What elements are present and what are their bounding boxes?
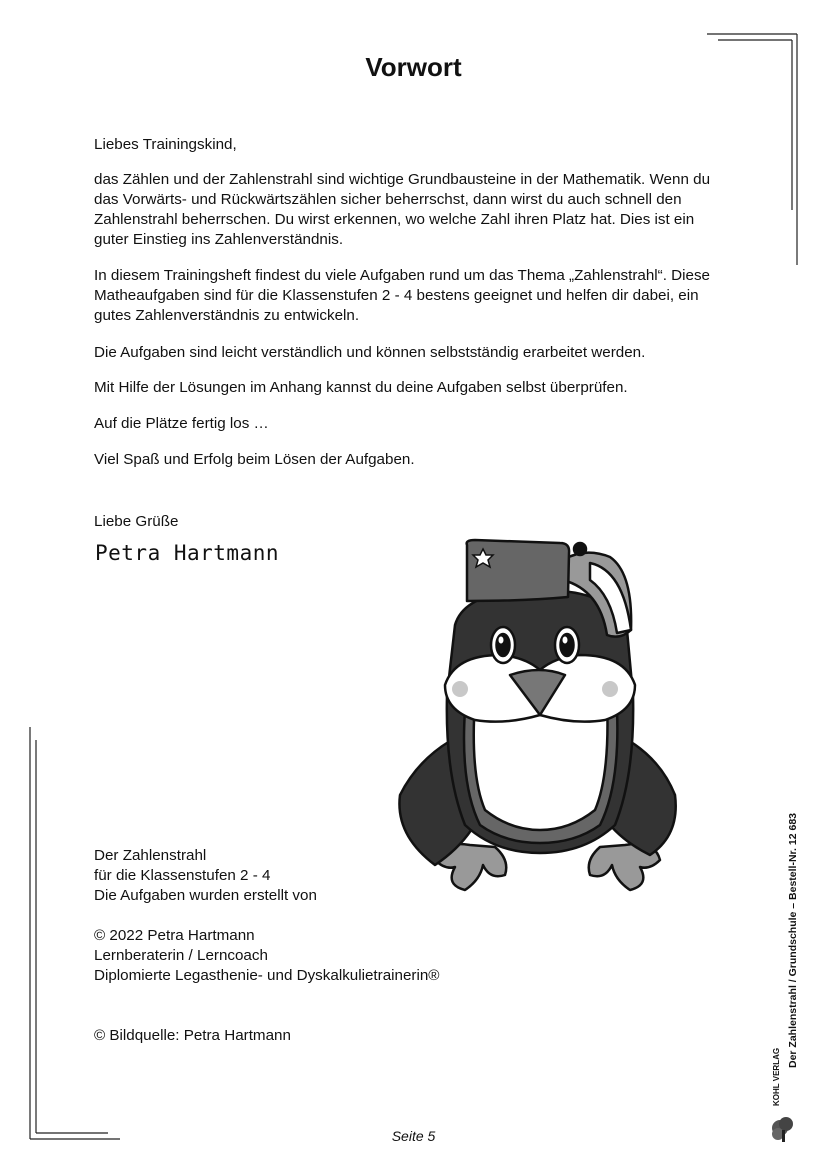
paragraph-1: das Zählen und der Zahlenstrahl sind wichtige Grundbausteine in der Mathematik. Wenn du das Vorwärts- und Rückwärtszählen sicher beherrschst, dann wirst du auch schnell den Zahlenstrahl beherrschen. Du wirst erkennen, wo welche Zahl ihren Platz hat. Dies ist ein guter Einstieg ins Zahlenverständnis. (94, 171, 711, 248)
paragraph-5: Auf die Plätze fertig los … (94, 415, 269, 432)
paragraph-4: Mit Hilfe der Lösungen im Anhang kannst du deine Aufgaben selbst überprüfen. (94, 379, 628, 396)
author-line: Diplomierte Legasthenie- und Dyskalkulietrainerin® (94, 967, 440, 984)
info-line: Die Aufgaben wurden erstellt von (94, 887, 317, 904)
signature: Petra Hartmann (95, 541, 280, 565)
paragraph-6: Viel Spaß und Erfolg beim Lösen der Aufgaben. (94, 451, 415, 468)
greeting: Liebes Trainingskind, (94, 136, 237, 153)
author-line: © 2022 Petra Hartmann (94, 927, 255, 944)
info-line: Der Zahlenstrahl (94, 847, 207, 864)
publisher-logo-text: KOHL VERLAG (772, 1047, 781, 1106)
side-order-text: Der Zahlenstrahl / Grundschule – Bestell-Nr. 12 683 (787, 812, 799, 1068)
image-credit: © Bildquelle: Petra Hartmann (94, 1027, 291, 1044)
paragraph-2: In diesem Trainingsheft findest du viele Aufgaben rund um das Thema „Zahlenstrahl“. Diese Matheaufgaben sind für die Klassenstufen 2 - 4 bestens geeignet und helfen dir dabei, ein gutes Zahlenverständnis zu entwickeln. (94, 267, 710, 324)
page-number: Seite 5 (391, 1128, 436, 1144)
paragraph-3: Die Aufgaben sind leicht verständlich und können selbstständig erarbeitet werden. (94, 344, 646, 361)
author-line: Lernberaterin / Lerncoach (94, 947, 268, 964)
penguin-illustration (385, 535, 695, 920)
info-line: für die Klassenstufen 2 - 4 (94, 867, 271, 884)
author-block (94, 926, 440, 986)
closing: Liebe Grüße (94, 513, 179, 530)
page-title: Vorwort (365, 52, 462, 82)
info-block (94, 846, 317, 906)
